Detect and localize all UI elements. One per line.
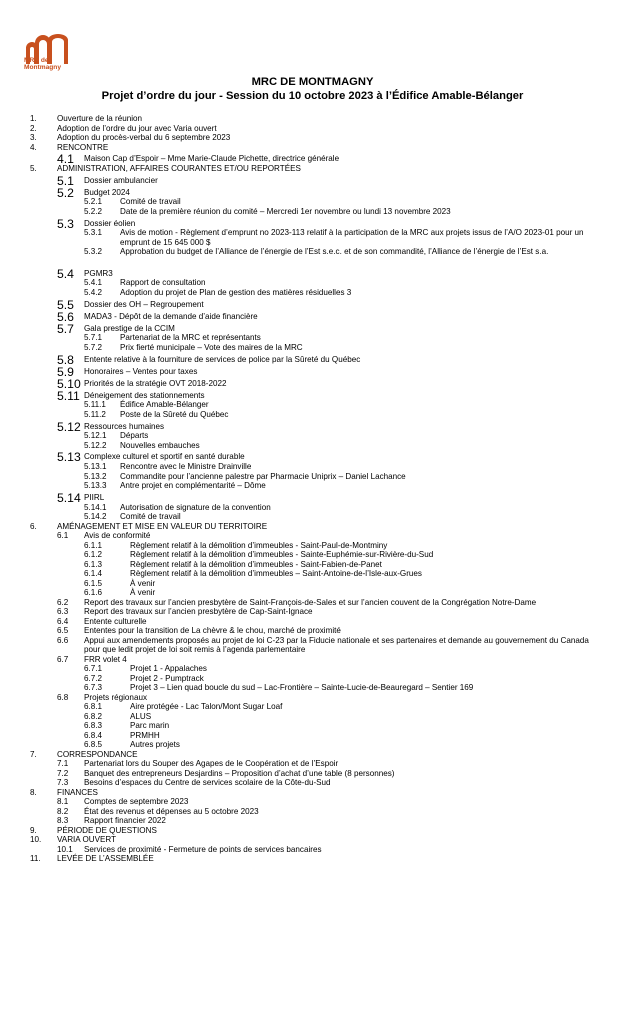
agenda-item-number: 6.1.1 xyxy=(84,540,103,550)
agenda-item-text: Projet 2 - Pumptrack xyxy=(130,673,204,683)
agenda-item-number: 5.4 xyxy=(57,266,74,281)
agenda-item-number: 6.1 xyxy=(57,531,69,541)
agenda-item xyxy=(0,797,625,807)
agenda-item xyxy=(0,309,625,324)
agenda-item-text: RENCONTRE xyxy=(57,142,109,152)
agenda-item xyxy=(0,207,625,217)
agenda-item-number: 6.6 xyxy=(57,635,69,645)
agenda-item-number: 5.7.1 xyxy=(84,333,103,343)
agenda-item xyxy=(0,731,625,741)
agenda-item xyxy=(0,173,625,188)
agenda-item-number: 5.4.1 xyxy=(84,278,103,288)
agenda-item-text: Maison Cap d’Espoir – Mme Marie-Claude Pichette, directrice générale xyxy=(84,154,340,164)
agenda-item-text: Partenariat de la MRC et représentants xyxy=(120,333,261,343)
agenda-item-text: Comité de travail xyxy=(120,197,181,207)
agenda-item-text: Autorisation de signature de la convention xyxy=(120,502,271,512)
agenda-item-number: 7.3 xyxy=(57,778,69,788)
agenda-item-text: Rencontre avec le Ministre Drainville xyxy=(120,462,252,472)
agenda-item-number: 7. xyxy=(30,749,37,759)
agenda-item xyxy=(0,740,625,750)
agenda-item xyxy=(0,133,625,143)
agenda-item xyxy=(0,721,625,731)
agenda-item xyxy=(0,674,625,684)
agenda-item-number: 5.14.1 xyxy=(84,502,107,512)
agenda-item-number: 6.8.5 xyxy=(84,740,103,750)
agenda-item xyxy=(0,522,625,532)
agenda-item xyxy=(0,579,625,589)
agenda-item xyxy=(0,481,625,491)
agenda-item-text: Approbation du budget de l’Alliance de l’énergie de l’Est s.e.c. et de son commandité, l’Alliance de l’énergie de l’Est s.a. xyxy=(120,247,549,257)
agenda-item-text: Règlement relatif à la démolition d’immeubles - Saint-Paul-de-Montminy xyxy=(130,540,388,550)
agenda-item xyxy=(0,626,625,636)
agenda-item-text: Adoption du procès-verbal du 6 septembre 2023 xyxy=(57,133,231,142)
agenda-item xyxy=(0,288,625,298)
agenda-item xyxy=(0,769,625,779)
agenda-item xyxy=(0,462,625,472)
agenda-item-number: 4. xyxy=(30,142,37,152)
agenda-item xyxy=(0,441,625,451)
agenda-item-text: Rapport financier 2022 xyxy=(84,816,166,826)
agenda-item-text: FINANCES xyxy=(57,787,98,797)
page-subtitle: Projet d’ordre du jour - Session du 10 octobre 2023 à l’Édifice Amable-Bélanger xyxy=(101,90,524,102)
agenda-item-text: Partenariat lors du Souper des Agapes de le Coopération et de l’Espoir xyxy=(84,759,339,769)
agenda-item-text: Adoption du projet de Plan de gestion des matières résiduelles 3 xyxy=(120,287,352,297)
agenda-item-text: Règlement relatif à la démolition d’immeubles - Saint-Fabien-de-Panet xyxy=(130,559,382,569)
agenda-item-number: 5.6 xyxy=(57,309,74,324)
agenda-item xyxy=(0,216,625,231)
agenda-item-text: Projets régionaux xyxy=(84,692,147,702)
agenda-item-text: Antre projet en complémentarité – Dôme xyxy=(120,481,266,491)
agenda-item-number: 5.12.2 xyxy=(84,440,107,450)
agenda-item xyxy=(0,664,625,674)
agenda-item-text: Honoraires – Ventes pour taxes xyxy=(84,366,198,376)
agenda-item-number: 1. xyxy=(30,114,37,123)
agenda-item-text: Entente culturelle xyxy=(84,616,147,626)
agenda-item-number: 5.1 xyxy=(57,173,74,188)
agenda-item-number: 5.3 xyxy=(57,216,74,231)
agenda-item xyxy=(0,364,625,379)
agenda-item xyxy=(0,607,625,617)
agenda-item xyxy=(0,569,625,579)
agenda-item-text: À venir xyxy=(130,588,156,598)
agenda-item xyxy=(0,541,625,551)
agenda-item-number: 5.14.2 xyxy=(84,512,107,522)
agenda-item-number: 7.2 xyxy=(57,768,69,778)
agenda-item-text: Services de proximité - Fermeture de points de services bancaires xyxy=(84,844,322,854)
agenda-item-text: Rapport de consultation xyxy=(120,278,206,288)
agenda-item-text: Commandite pour l’ancienne palestre par Pharmacie Uniprix – Daniel Lachance xyxy=(120,471,406,481)
agenda-item xyxy=(0,143,625,153)
agenda-item-number: 8.2 xyxy=(57,806,69,816)
agenda-item xyxy=(0,114,625,124)
agenda-list xyxy=(0,114,625,864)
agenda-item-number: 8.3 xyxy=(57,816,69,826)
agenda-item-text: Dossier des OH – Regroupement xyxy=(84,299,204,309)
agenda-item xyxy=(0,450,625,465)
agenda-item-text: Adoption de l’ordre du jour avec Varia ouvert xyxy=(57,123,217,133)
agenda-item-number: 6.4 xyxy=(57,616,69,626)
agenda-item-number: 3. xyxy=(30,133,37,142)
agenda-item-text: ALUS xyxy=(130,711,152,721)
agenda-item-number: 5.11.2 xyxy=(84,409,106,419)
agenda-item-number: 5.13 xyxy=(57,450,81,465)
agenda-item xyxy=(0,712,625,722)
agenda-item xyxy=(0,297,625,312)
agenda-item-number: 6.7.1 xyxy=(84,664,103,674)
agenda-item-number: 2. xyxy=(30,123,37,133)
agenda-item xyxy=(0,750,625,760)
agenda-item-text: Règlement relatif à la démolition d’immeubles - Sainte-Euphémie-sur-Rivière-du-Sud xyxy=(130,550,434,560)
agenda-item-text: Nouvelles embauches xyxy=(120,440,200,450)
agenda-item-text: Entente relative à la fourniture de services de police par la Sûreté du Québec xyxy=(84,354,361,364)
agenda-item xyxy=(0,693,625,703)
agenda-item-number: 5.11 xyxy=(57,388,80,403)
agenda-item-text: Prix fierté municipale – Vote des maires de la MRC xyxy=(120,342,303,352)
agenda-item-text: Règlement relatif à la démolition d’immeubles – Saint-Antoine-de-l’Isle-aux-Grues xyxy=(130,569,422,579)
agenda-item-number: 8.1 xyxy=(57,797,69,807)
agenda-item xyxy=(0,816,625,826)
agenda-item-text: Ententes pour la transition de La chèvre & le chou, marché de proximité xyxy=(84,626,341,636)
agenda-item xyxy=(0,683,625,693)
agenda-item-number: 5.2.1 xyxy=(84,197,103,207)
agenda-item-number: 10. xyxy=(30,835,42,845)
agenda-item-number: 6.1.4 xyxy=(84,569,103,579)
agenda-item-text: Dossier ambulancier xyxy=(84,175,158,185)
agenda-item-number: 6.2 xyxy=(57,597,69,607)
agenda-item-number: 5.12.1 xyxy=(84,431,107,441)
agenda-item-text: Projet 1 - Appalaches xyxy=(130,664,207,674)
agenda-item-text: Départs xyxy=(120,431,149,441)
agenda-item-text: Comité de travail xyxy=(120,512,181,522)
agenda-item-number: 5.14 xyxy=(57,490,81,505)
agenda-item xyxy=(0,531,625,541)
agenda-item-number: 5.13.3 xyxy=(84,481,107,491)
agenda-item-text: Gala prestige de la CCIM xyxy=(84,323,175,333)
agenda-item xyxy=(0,400,625,410)
agenda-item xyxy=(0,598,625,608)
agenda-item-number: 6.7.2 xyxy=(84,673,103,683)
agenda-item xyxy=(0,835,625,845)
agenda-item-number: 5.13.2 xyxy=(84,471,107,481)
agenda-item-number: 5.8 xyxy=(57,352,74,367)
agenda-item-text: Complexe culturel et sportif en santé durable xyxy=(84,452,245,462)
agenda-item xyxy=(0,807,625,817)
agenda-item-number: 6.7.3 xyxy=(84,683,103,693)
agenda-item xyxy=(0,388,625,403)
agenda-item xyxy=(0,164,625,174)
agenda-item-text: Besoins d’espaces du Centre de services scolaire de la Côte-du-Sud xyxy=(84,778,331,788)
agenda-item-number: 5. xyxy=(30,163,37,173)
agenda-item xyxy=(0,503,625,513)
agenda-item-text: Date de la première réunion du comité – Mercredi 1er novembre ou lundi 13 novembre 2023 xyxy=(120,206,451,216)
agenda-item-number: 5.7.2 xyxy=(84,342,103,352)
agenda-item xyxy=(0,560,625,570)
agenda-item-text: Ouverture de la réunion xyxy=(57,114,143,123)
agenda-item-text: Avis de motion - Règlement d’emprunt no 2023-113 relatif à la participation de la MRC aux projets issus de l’A/O 2023-01 pour un emprunt de 15 645 000 $ xyxy=(120,228,584,247)
agenda-item-number: 6.8.2 xyxy=(84,711,103,721)
agenda-item xyxy=(0,788,625,798)
agenda-item xyxy=(0,702,625,712)
agenda-item xyxy=(0,845,625,855)
agenda-item-text: MADA3 - Dépôt de la demande d’aide financière xyxy=(84,311,258,321)
page-title: MRC DE MONTMAGNY xyxy=(251,76,374,88)
agenda-item-number: 5.10 xyxy=(57,376,81,391)
agenda-item-number: 6.8 xyxy=(57,692,69,702)
agenda-item xyxy=(0,197,625,207)
agenda-item-text: Projet 3 – Lien quad boucle du sud – Lac-Frontière – Sainte-Lucie-de-Beauregard – Sentier 169 xyxy=(130,683,474,693)
agenda-item xyxy=(0,410,625,420)
agenda-item xyxy=(0,343,625,353)
agenda-item-text: Ressources humaines xyxy=(84,421,165,431)
agenda-item-number: 5.12 xyxy=(57,419,81,434)
agenda-item-number: 9. xyxy=(30,825,37,835)
agenda-item-text: FRR volet 4 xyxy=(84,654,127,664)
agenda-item xyxy=(0,266,625,281)
agenda-item-number: 5.3.1 xyxy=(84,228,103,238)
agenda-item-text: Appui aux amendements proposés au projet de loi C-23 par la Fiducie nationale et ses partenaires et demande au gouvernement du Canada pour que ledit projet de loi soit remis à l’agenda parlementaire xyxy=(84,635,589,655)
agenda-item-number: 10.1 xyxy=(57,844,73,854)
agenda-item-number: 5.5 xyxy=(57,297,74,312)
agenda-item-number: 5.2 xyxy=(57,185,74,200)
agenda-item-number: 5.2.2 xyxy=(84,206,103,216)
agenda-item-number: 6.7 xyxy=(57,654,69,664)
agenda-item-number: 5.3.2 xyxy=(84,247,103,257)
agenda-item-number: 5.7 xyxy=(57,321,74,336)
agenda-item-number: 8. xyxy=(30,787,37,797)
agenda-item-number: 6.5 xyxy=(57,626,69,636)
agenda-item-text: CORRESPONDANCE xyxy=(57,749,138,759)
agenda-item xyxy=(0,512,625,522)
agenda-item-number: 11. xyxy=(30,854,41,864)
agenda-item-number: 5.11.1 xyxy=(84,400,106,410)
agenda-item-number: 6.1.2 xyxy=(84,550,103,560)
agenda-item xyxy=(0,854,625,864)
agenda-item xyxy=(0,472,625,482)
agenda-item xyxy=(0,333,625,343)
agenda-item-number: 7.1 xyxy=(57,759,69,769)
agenda-item-text: Priorités de la stratégie OVT 2018-2022 xyxy=(84,378,227,388)
agenda-item-number: 6.1.5 xyxy=(84,578,103,588)
agenda-item-text: PRMHH xyxy=(130,730,160,740)
agenda-item-text: PÉRIODE DE QUESTIONS xyxy=(57,825,157,835)
agenda-item-text: Banquet des entrepreneurs Desjardins – Proposition d’achat d’une table (8 personnes) xyxy=(84,768,395,778)
agenda-item xyxy=(0,152,625,167)
agenda-item xyxy=(0,431,625,441)
agenda-item xyxy=(0,352,625,367)
agenda-item-text: Dossier éolien xyxy=(84,218,136,228)
agenda-item-number: 5.9 xyxy=(57,364,74,379)
logo-text-line2: Montmagny xyxy=(24,64,61,72)
agenda-item-text: Poste de la Sûreté du Québec xyxy=(120,409,229,419)
agenda-item-text: État des revenus et dépenses au 5 octobre 2023 xyxy=(84,806,259,816)
agenda-item-text: AMÉNAGEMENT ET MISE EN VALEUR DU TERRITOIRE xyxy=(57,521,268,531)
agenda-item-number: 6.3 xyxy=(57,607,69,617)
agenda-item-number: 5.13.1 xyxy=(84,462,107,472)
agenda-item-number: 6. xyxy=(30,521,37,531)
agenda-item-number: 6.8.1 xyxy=(84,702,103,712)
agenda-item-text: LEVÉE DE L’ASSEMBLÉE xyxy=(57,854,154,864)
agenda-item xyxy=(0,278,625,288)
agenda-item xyxy=(0,636,625,655)
agenda-item-text: PGMR3 xyxy=(84,268,113,278)
agenda-item xyxy=(0,759,625,769)
agenda-item-number: 6.1.6 xyxy=(84,588,103,598)
logo-text-line1: MRC de xyxy=(24,57,49,64)
agenda-item xyxy=(0,124,625,134)
agenda-item-number: 6.1.3 xyxy=(84,559,103,569)
agenda-item xyxy=(0,617,625,627)
agenda-item-text: Avis de conformité xyxy=(84,531,151,541)
agenda-item-number: 6.8.4 xyxy=(84,730,103,740)
agenda-item-number: 6.8.3 xyxy=(84,721,103,731)
logo-text xyxy=(24,57,61,72)
agenda-item-text: Report des travaux sur l’ancien presbytère de Saint-François-de-Sales et sur l’ancien couvent de la Congrégation Notre-Dame xyxy=(84,597,537,607)
agenda-item xyxy=(0,490,625,505)
agenda-item xyxy=(0,247,625,266)
agenda-item xyxy=(0,778,625,788)
agenda-item xyxy=(0,321,625,336)
agenda-item-text: Autres projets xyxy=(130,740,180,750)
agenda-item-text: VARIA OUVERT xyxy=(57,835,117,845)
agenda-item xyxy=(0,655,625,665)
agenda-item xyxy=(0,550,625,560)
agenda-item-text: Déneigement des stationnements xyxy=(84,390,205,400)
agenda-item xyxy=(0,228,625,247)
agenda-item-text: Comptes de septembre 2023 xyxy=(84,797,189,807)
agenda-item xyxy=(0,376,625,391)
agenda-item xyxy=(0,588,625,598)
agenda-item xyxy=(0,826,625,836)
agenda-item-text: Parc marin xyxy=(130,721,170,731)
agenda-item-text: Aire protégée - Lac Talon/Mont Sugar Loaf xyxy=(130,702,283,712)
agenda-item-text: Édifice Amable-Bélanger xyxy=(120,400,209,410)
agenda-item-text: À venir xyxy=(130,578,156,588)
agenda-item-text: PIIRL xyxy=(84,492,105,502)
agenda-item-number: 5.4.2 xyxy=(84,287,103,297)
agenda-item-text: ADMINISTRATION, AFFAIRES COURANTES ET/OU REPORTÉES xyxy=(57,163,301,173)
agenda-item-text: Report des travaux sur l’ancien presbytère de Cap-Saint-Ignace xyxy=(84,607,313,617)
agenda-item-number: 4.1 xyxy=(57,152,74,167)
agenda-item-text: Budget 2024 xyxy=(84,187,130,197)
agenda-item xyxy=(0,185,625,200)
agenda-item xyxy=(0,419,625,434)
